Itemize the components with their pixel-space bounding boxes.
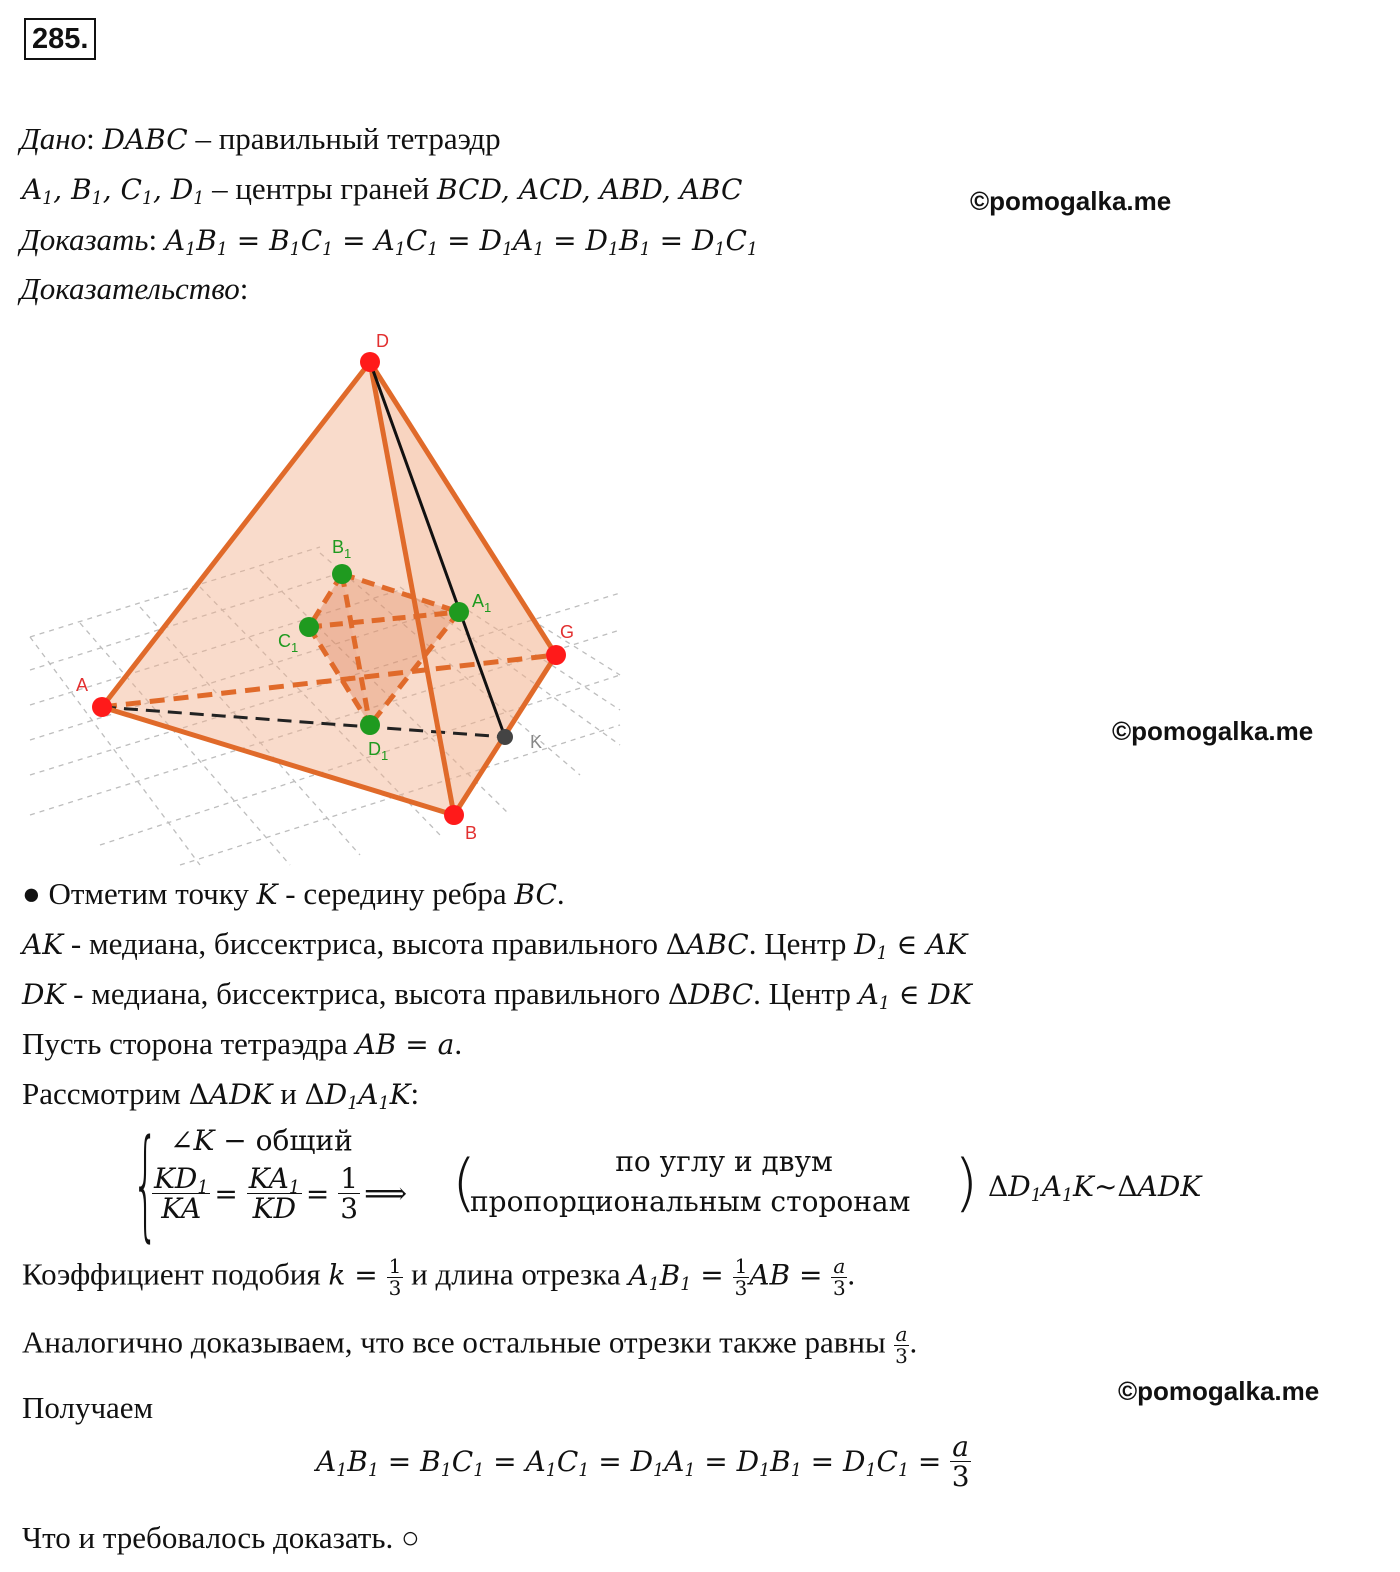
side-line: Пусть сторона тетраэдра AB = a. bbox=[22, 1026, 463, 1061]
reason-line-2: пропорциональным сторонам bbox=[470, 1185, 911, 1218]
faces bbox=[102, 362, 556, 815]
centers-points: $A_1$, $B_1$, $C_1$, $D_1$ bbox=[22, 173, 205, 210]
label-G: G bbox=[560, 622, 575, 642]
watermark-2: ©pomogalka.me bbox=[1112, 716, 1314, 746]
obtain-line: Получаем bbox=[22, 1390, 154, 1425]
prove-line: Доказать: $A_1B_1 = B_1C_1 = A_1C_1 = D_1A_1 = D_1B_1 = D_1C_1$ bbox=[20, 222, 758, 261]
coef-fraction: $\frac{1}{3}$ bbox=[388, 1254, 402, 1300]
point-B bbox=[444, 805, 464, 825]
point-B1 bbox=[332, 564, 352, 584]
common-angle: ∠K − общий bbox=[170, 1124, 353, 1157]
centers-text: – центры граней bbox=[212, 171, 430, 206]
similar-line: Аналогично доказываем, что все остальные отрезки также равны $\frac{a}{3}$ . bbox=[22, 1322, 918, 1368]
similar-fraction: $\frac{a}{3}$ bbox=[895, 1322, 908, 1368]
reason-rparen: ) bbox=[954, 1146, 979, 1219]
tetrahedron-figure bbox=[20, 325, 640, 870]
point-A bbox=[92, 697, 112, 717]
label-B: B bbox=[465, 823, 478, 843]
prove-equalities: $A_1B_1 = B_1C_1 = A_1C_1 = D_1A_1 = D_1B_1 = D_1C_1$ bbox=[164, 224, 758, 261]
point-G bbox=[546, 645, 566, 665]
point-C1 bbox=[299, 617, 319, 637]
ratio-equation: $\frac{KD_1}{KA}$ = $\frac{KA_1}{KD}$ = $\frac{1}{3}$ ⟹ bbox=[154, 1162, 408, 1226]
given-label: Дано bbox=[20, 121, 87, 156]
mark-k-line: ● Отметим точку K - середину ребра BC. bbox=[22, 876, 565, 911]
reason-lparen: ( bbox=[452, 1146, 477, 1219]
label-C1: $C_1$ bbox=[278, 631, 299, 655]
proof-line: Доказательство: bbox=[20, 271, 249, 306]
consider-line: Рассмотрим ΔADK и $\Delta D_1A_1K$: bbox=[22, 1076, 420, 1115]
qed-line: Что и требовалось доказать. ○ bbox=[22, 1520, 420, 1555]
ratio-kd1-ka: $\frac{KD_1}{KA}$ bbox=[154, 1162, 209, 1226]
bullet: ● bbox=[22, 876, 41, 911]
problem-number: 285. bbox=[24, 18, 96, 60]
point-D bbox=[360, 352, 380, 372]
ratio-ka1-kd: $\frac{KA_1}{KD}$ bbox=[248, 1162, 300, 1226]
label-D1: $D_1$ bbox=[368, 739, 389, 763]
point-K bbox=[497, 729, 513, 745]
prove-label: Доказать bbox=[20, 222, 149, 257]
given-line: Дано: DABC – правильный тетраэдр bbox=[20, 121, 501, 156]
system-brace: { bbox=[132, 1115, 159, 1254]
label-B1: $B_1$ bbox=[332, 537, 352, 561]
a-third-fraction: $\frac{a}{3}$ bbox=[832, 1254, 846, 1300]
final-fraction: $\frac{a}{3}$ bbox=[951, 1430, 970, 1494]
point-D1 bbox=[360, 715, 380, 735]
final-equality: $A_1B_1 = B_1C_1 = A_1C_1 = D_1A_1 = D_1B_1 = D_1C_1$ = $\frac{a}{3}$ bbox=[316, 1430, 970, 1494]
label-D: D bbox=[376, 331, 389, 351]
length-fraction: $\frac{1}{3}$ bbox=[734, 1254, 748, 1300]
centers-faces: BCD, ACD, ABD, ABC bbox=[436, 173, 743, 206]
watermark-1: ©pomogalka.me bbox=[970, 186, 1172, 216]
label-K: K bbox=[530, 732, 543, 752]
dk-median-line: DK - медиана, биссектриса, высота правильного ΔDBC. Центр $A_1$ ∈ DK bbox=[22, 976, 972, 1015]
proof-label: Доказательство bbox=[20, 271, 240, 306]
similarity-statement: $\Delta D_1A_1K\sim\Delta ADK$ bbox=[988, 1170, 1202, 1207]
ak-median-line: AK - медиана, биссектриса, высота правильного ΔABC. Центр $D_1$ ∈ AK bbox=[22, 926, 968, 965]
coefficient-line: Коэффициент подобия k = $\frac{1}{3}$ и длина отрезка $A_1B_1$ = $\frac{1}{3}$ AB = $\frac{a}{3}$ . bbox=[22, 1254, 856, 1300]
given-text: – правильный тетраэдр bbox=[195, 121, 501, 156]
watermark-3: ©pomogalka.me bbox=[1118, 1376, 1320, 1406]
given-object: DABC bbox=[102, 123, 188, 156]
point-A1 bbox=[449, 602, 469, 622]
label-A: A bbox=[76, 675, 89, 695]
ratio-one-third: $\frac{1}{3}$ bbox=[340, 1162, 359, 1226]
label-A1: $A_1$ bbox=[472, 591, 492, 615]
qed-mark: ○ bbox=[401, 1520, 420, 1555]
centers-line bbox=[22, 171, 742, 208]
reason-line-1: по углу и двум bbox=[615, 1145, 833, 1178]
